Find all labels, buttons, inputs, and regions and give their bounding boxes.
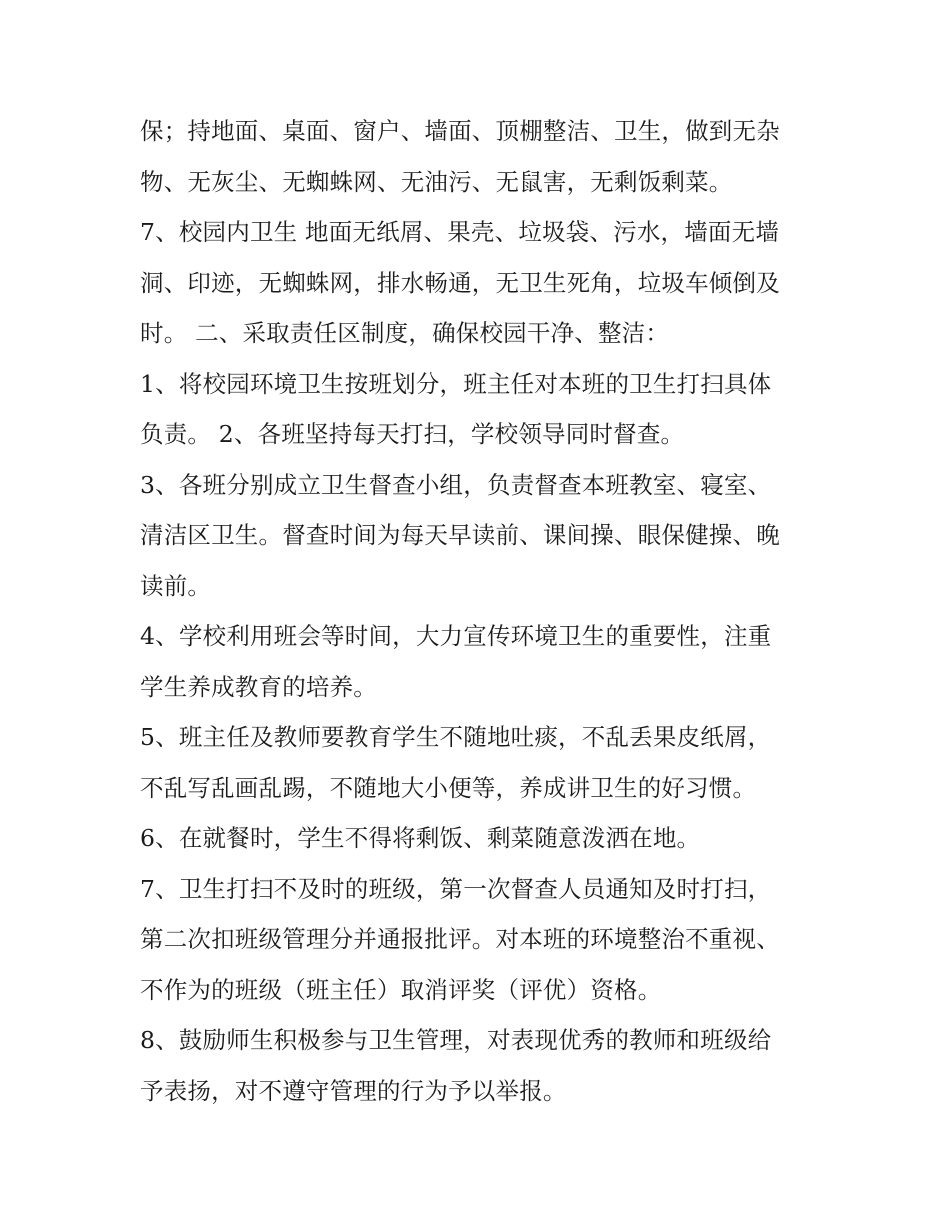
- text-line: 负责。 2、各班坚持每天打扫，学校领导同时督查。: [140, 420, 685, 448]
- text-line: 时。 二、采取责任区制度，确保校园干净、整洁：: [140, 319, 670, 347]
- text-line: 洞、印迹，无蜘蛛网，排水畅通，无卫生死角，垃圾车倾倒及: [140, 268, 780, 297]
- text-line: 8、鼓励师生积极参与卫生管理，对表现优秀的教师和班级给: [140, 1026, 772, 1054]
- text-line: 物、无灰尘、无蜘蛛网、无油污、无鼠害，无剩饭剩菜。: [140, 167, 733, 196]
- text-line: 予表扬，对不遵守管理的行为予以举报。: [140, 1076, 567, 1105]
- text-line: 保；持地面、桌面、窗户、墙面、顶棚整洁、卫生，做到无杂: [140, 117, 780, 145]
- document-body: [140, 106, 830, 1116]
- text-line: 清洁区卫生。督查时间为每天早读前、课间操、眼保健操、晚: [140, 521, 780, 549]
- text-line: 5、班主任及教师要教育学生不随地吐痰，不乱丢果皮纸屑，: [140, 723, 772, 751]
- text-line: 不乱写乱画乱踢，不随地大小便等，养成讲卫生的好习惯。: [140, 773, 757, 802]
- text-line: 7、校园内卫生 地面无纸屑、果壳、垃圾袋、污水，墙面无墙: [140, 218, 780, 246]
- text-line: 7、卫生打扫不及时的班级，第一次督查人员通知及时打扫，: [140, 874, 772, 903]
- text-line: 4、学校利用班会等时间，大力宣传环境卫生的重要性，注重: [140, 622, 772, 650]
- text-line: 不作为的班级（班主任）取消评奖（评优）资格。: [140, 975, 662, 1004]
- text-line: 第二次扣班级管理分并通报批评。对本班的环境整治不重视、: [140, 925, 780, 953]
- text-line: 读前。: [140, 571, 212, 600]
- text-line: 1、将校园环境卫生按班划分，班主任对本班的卫生打扫具体: [140, 369, 772, 398]
- text-line: 3、各班分别成立卫生督查小组，负责督查本班教室、寝室、: [140, 470, 772, 499]
- text-line: 6、在就餐时，学生不得将剩饭、剩菜随意泼洒在地。: [140, 824, 701, 852]
- text-line: 学生养成教育的培养。: [140, 672, 377, 701]
